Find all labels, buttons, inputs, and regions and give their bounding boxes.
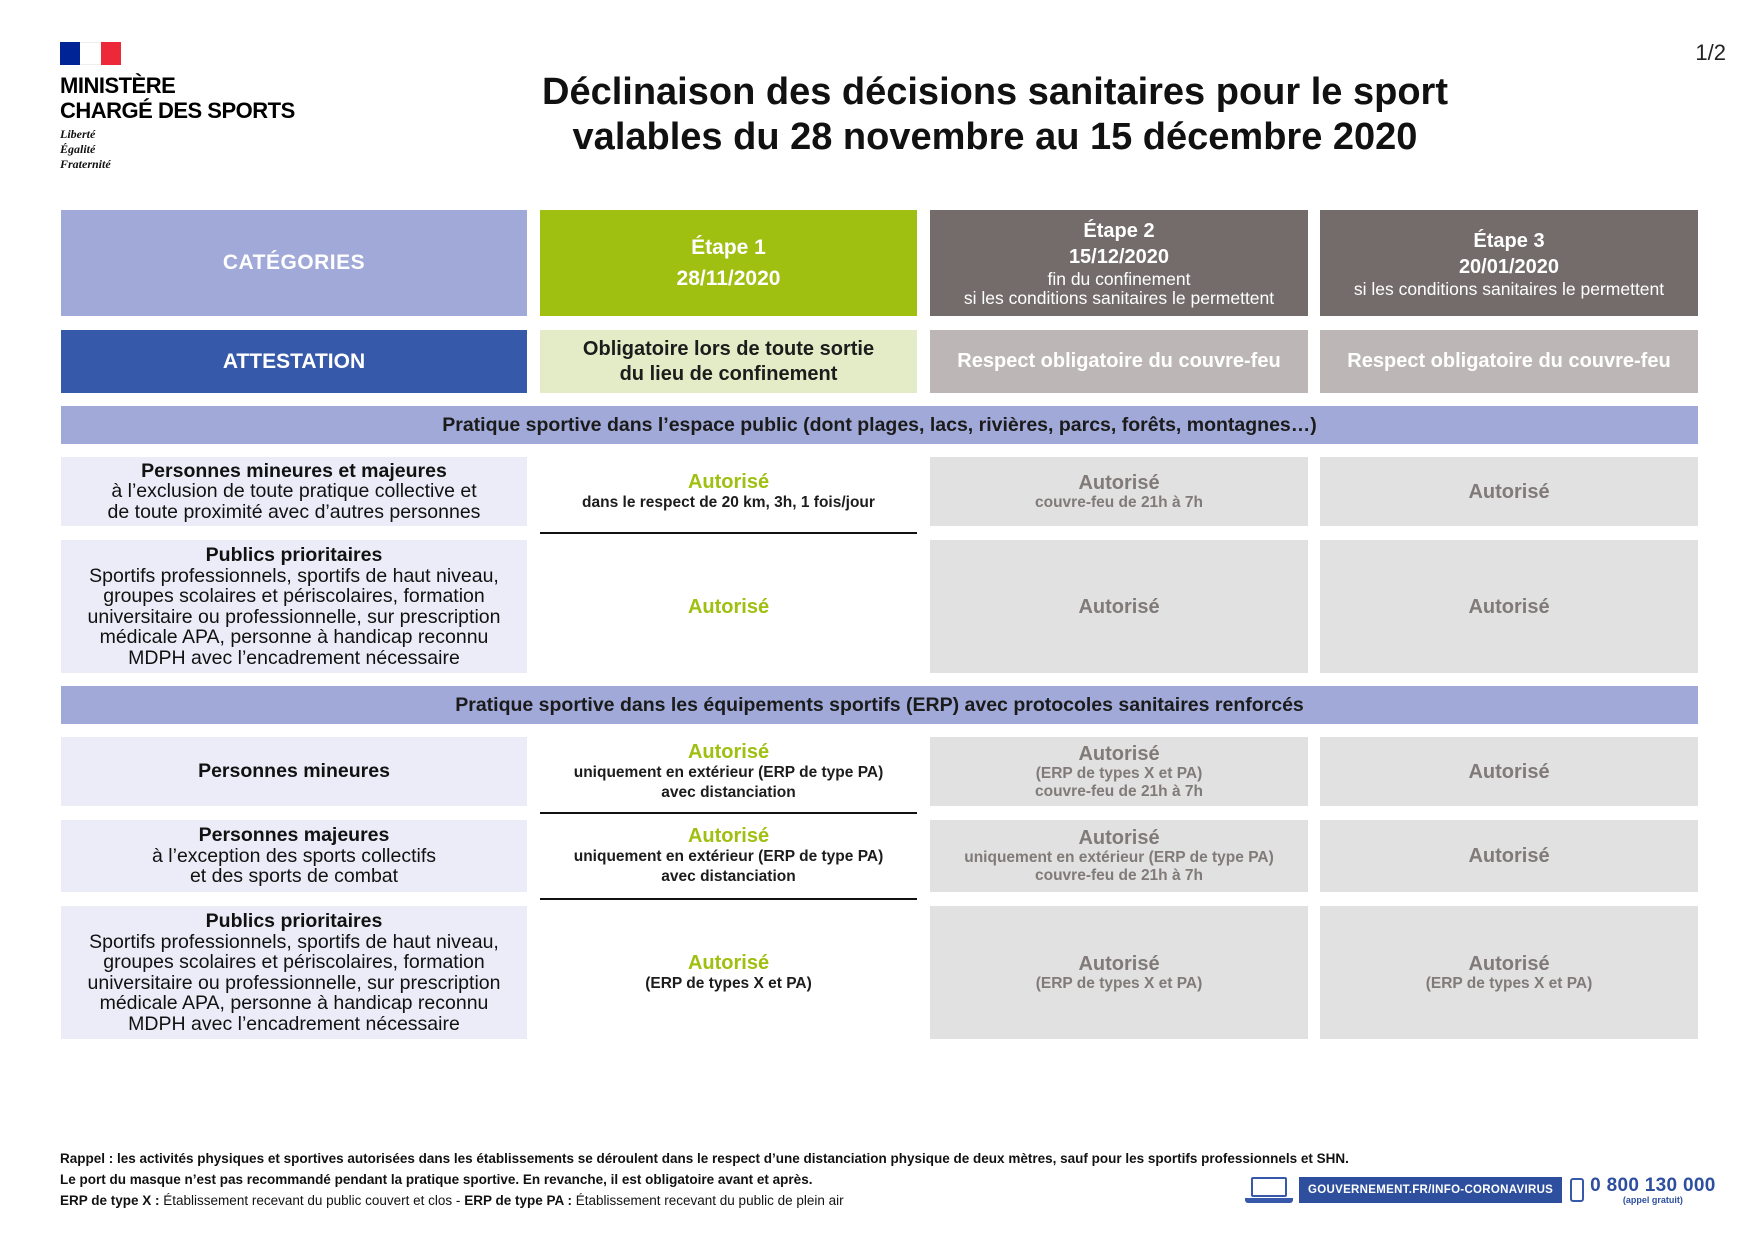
row-label-line: MDPH avec l’encadrement nécessaire (128, 646, 460, 669)
header-etape3 (1320, 210, 1698, 316)
row-label-line: à l’exclusion de toute pratique collective et (111, 480, 477, 503)
cell-s2r0-etape2 (930, 737, 1308, 806)
status-autorise: Autorisé (1078, 471, 1160, 494)
header-etape1 (540, 210, 917, 316)
header-categories (61, 210, 527, 316)
row-label-title: Personnes mineures (198, 760, 390, 783)
cell-s2r2-etape1 (540, 906, 917, 1039)
status-autorise: Autorisé (687, 740, 770, 763)
section-equipements-erp (61, 686, 1698, 724)
condition-text: couvre-feu de 21h à 7h (1035, 782, 1203, 800)
condition-text: uniquement en extérieur (ERP de type PA) (964, 849, 1274, 866)
phone-number-block[interactable] (1590, 1176, 1715, 1205)
section-espace-public (61, 406, 1698, 444)
row-label-line: Sportifs professionnels, sportifs de haut niveau, (89, 564, 499, 587)
row-label-mineures-majeures (61, 457, 527, 526)
row-label-line: groupes scolaires et périscolaires, formation (103, 585, 485, 607)
cell-s1r0-etape2 (930, 457, 1308, 526)
phone-number: 0 800 130 000 (1590, 1174, 1716, 1196)
marianne-flag-icon (60, 42, 121, 65)
cell-s2r1-etape3 (1320, 820, 1698, 892)
condition-text: avec distanciation (661, 783, 796, 801)
row-label-line: Sportifs professionnels, sportifs de haut niveau, (89, 930, 499, 953)
etape2-line1: fin du confinement (1047, 269, 1191, 289)
row-label-personnes-majeures (61, 820, 527, 892)
condition-text: avec distanciation (661, 868, 796, 885)
header-etape2 (930, 210, 1308, 316)
page-title (500, 70, 1490, 160)
row-label-title: Personnes mineures et majeures (141, 459, 447, 482)
row-label-line: à l’exception des sports collectifs (152, 844, 436, 867)
status-autorise: Autorisé (1078, 952, 1160, 975)
cell-s1r1-etape1 (540, 540, 917, 673)
condition-text: (ERP de types X et PA) (1035, 974, 1203, 992)
motto-fraternite: Fraternité (60, 157, 111, 171)
attestation-etape1-line2: du lieu de confinement (619, 362, 838, 385)
row-label-line: médicale APA, personne à handicap reconnu (99, 992, 489, 1014)
condition-text: couvre-feu de 21h à 7h (1035, 493, 1203, 511)
website-link[interactable]: GOUVERNEMENT.FR/INFO-CORONAVIRUS (1299, 1177, 1562, 1203)
laptop-icon (1245, 1177, 1293, 1203)
cell-s1r1-etape3 (1320, 540, 1698, 673)
etape2-date: 15/12/2020 (1068, 246, 1170, 268)
status-autorise: Autorisé (1078, 827, 1160, 849)
row-label-line: médicale APA, personne à handicap reconnu (99, 626, 489, 648)
status-autorise: Autorisé (1078, 595, 1160, 618)
etape3-date: 20/01/2020 (1458, 255, 1560, 278)
status-autorise: Autorisé (1468, 845, 1550, 867)
title-line1: Déclinaison des décisions sanitaires pour le sport (542, 71, 1448, 113)
row-label-personnes-mineures (61, 737, 527, 806)
row-label-line: MDPH avec l’encadrement nécessaire (128, 1012, 460, 1035)
ministry-logo (60, 42, 320, 182)
cell-s2r2-etape3 (1320, 906, 1698, 1039)
attestation-etape1 (540, 330, 917, 393)
cell-s1r0-etape3 (1320, 457, 1698, 526)
row-label-title: Publics prioritaires (205, 910, 383, 932)
condition-text: uniquement en extérieur (ERP de type PA) (573, 848, 884, 865)
cell-s1r1-etape2 (930, 540, 1308, 673)
row-label-line: et des sports de combat (189, 865, 399, 888)
attestation-label (61, 330, 527, 393)
etape1-date: 28/11/2020 (676, 267, 781, 290)
etape1-title: Étape 1 (691, 236, 766, 259)
status-autorise: Autorisé (687, 825, 770, 847)
status-autorise: Autorisé (1468, 952, 1550, 975)
status-autorise: Autorisé (1468, 480, 1550, 503)
section-espace-public-title: Pratique sportive dans l’espace public (dont plages, lacs, rivières, parcs, forêts, montagnes…) (442, 413, 1317, 436)
contact-block (1245, 1176, 1716, 1204)
condition-text: uniquement en extérieur (ERP de type PA) (573, 763, 884, 781)
status-autorise: Autorisé (687, 470, 770, 493)
status-autorise: Autorisé (1468, 760, 1550, 783)
footer-masque: Le port du masque n’est pas recommandé pendant la pratique sportive. En revanche, il est obligatoire avant et après. (60, 1172, 813, 1187)
cell-s1r0-etape1 (540, 457, 917, 534)
status-autorise: Autorisé (1468, 595, 1550, 618)
erp-pa-label: ERP de type PA : (464, 1193, 572, 1208)
attestation-etape2-text: Respect obligatoire du couvre-feu (957, 350, 1281, 372)
phone-note: (appel gratuit) (1622, 1194, 1683, 1205)
attestation-etape3 (1320, 330, 1698, 393)
erp-x-label: ERP de type X : (60, 1193, 160, 1208)
status-autorise: Autorisé (1078, 742, 1160, 765)
row-label-title: Publics prioritaires (205, 544, 383, 566)
motto-egalite: Égalité (60, 142, 96, 156)
ministry-name-line1: MINISTÈRE (60, 73, 176, 98)
attestation-label-text: ATTESTATION (222, 349, 366, 373)
row-label-line: de toute proximité avec d’autres personnes (107, 500, 481, 523)
motto-liberte: Liberté (60, 127, 96, 141)
row-label-title: Personnes majeures (198, 824, 390, 847)
cell-s2r0-etape3 (1320, 737, 1698, 806)
erp-pa-text: Établissement recevant du public de plein air (571, 1193, 844, 1208)
condition-text: couvre-feu de 21h à 7h (1035, 867, 1203, 884)
condition-text: (ERP de types X et PA) (645, 974, 812, 992)
etape3-line1: si les conditions sanitaires le permettent (1353, 278, 1665, 299)
cell-s2r2-etape2 (930, 906, 1308, 1039)
etape3-title: Étape 3 (1473, 229, 1545, 252)
attestation-etape2 (930, 330, 1308, 393)
attestation-etape3-text: Respect obligatoire du couvre-feu (1347, 350, 1671, 372)
footer-rappel: Rappel : les activités physiques et sportives autorisées dans les établissements se déroulent dans le respect d’une distanciation physique de deux mètres, sauf pour les sportifs professionnels et SHN. (60, 1151, 1349, 1166)
section-equipements-erp-title: Pratique sportive dans les équipements sportifs (ERP) avec protocoles sanitaires renforcés (455, 693, 1304, 716)
row-label-publics-prioritaires-erp (61, 906, 527, 1039)
condition-text: dans le respect de 20 km, 3h, 1 fois/jour (582, 493, 875, 511)
cell-s2r0-etape1 (540, 737, 917, 814)
condition-text: (ERP de types X et PA) (1425, 974, 1593, 992)
title-line2: valables du 28 novembre au 15 décembre 2020 (572, 116, 1418, 158)
header-categories-label: CATÉGORIES (222, 251, 366, 274)
row-label-line: universitaire ou professionnelle, sur prescription (87, 605, 501, 628)
etape2-line2: si les conditions sanitaires le permettent (963, 288, 1275, 308)
condition-text: (ERP de types X et PA) (1035, 764, 1203, 782)
cell-s2r1-etape2 (930, 820, 1308, 892)
etape2-title: Étape 2 (1083, 220, 1155, 242)
row-label-line: groupes scolaires et périscolaires, formation (103, 951, 485, 973)
erp-x-text: Établissement recevant du public couvert et clos - (159, 1193, 465, 1208)
cell-s2r1-etape1 (540, 820, 917, 900)
row-label-line: universitaire ou professionnelle, sur prescription (87, 971, 501, 994)
row-label-publics-prioritaires (61, 540, 527, 673)
phone-icon (1570, 1178, 1584, 1202)
status-autorise: Autorisé (687, 595, 770, 618)
ministry-name-line2: CHARGÉ DES SPORTS (60, 98, 295, 123)
status-autorise: Autorisé (687, 951, 770, 974)
attestation-etape1-line1: Obligatoire lors de toute sortie (582, 337, 875, 360)
page-number: 1/2 (1695, 40, 1726, 65)
